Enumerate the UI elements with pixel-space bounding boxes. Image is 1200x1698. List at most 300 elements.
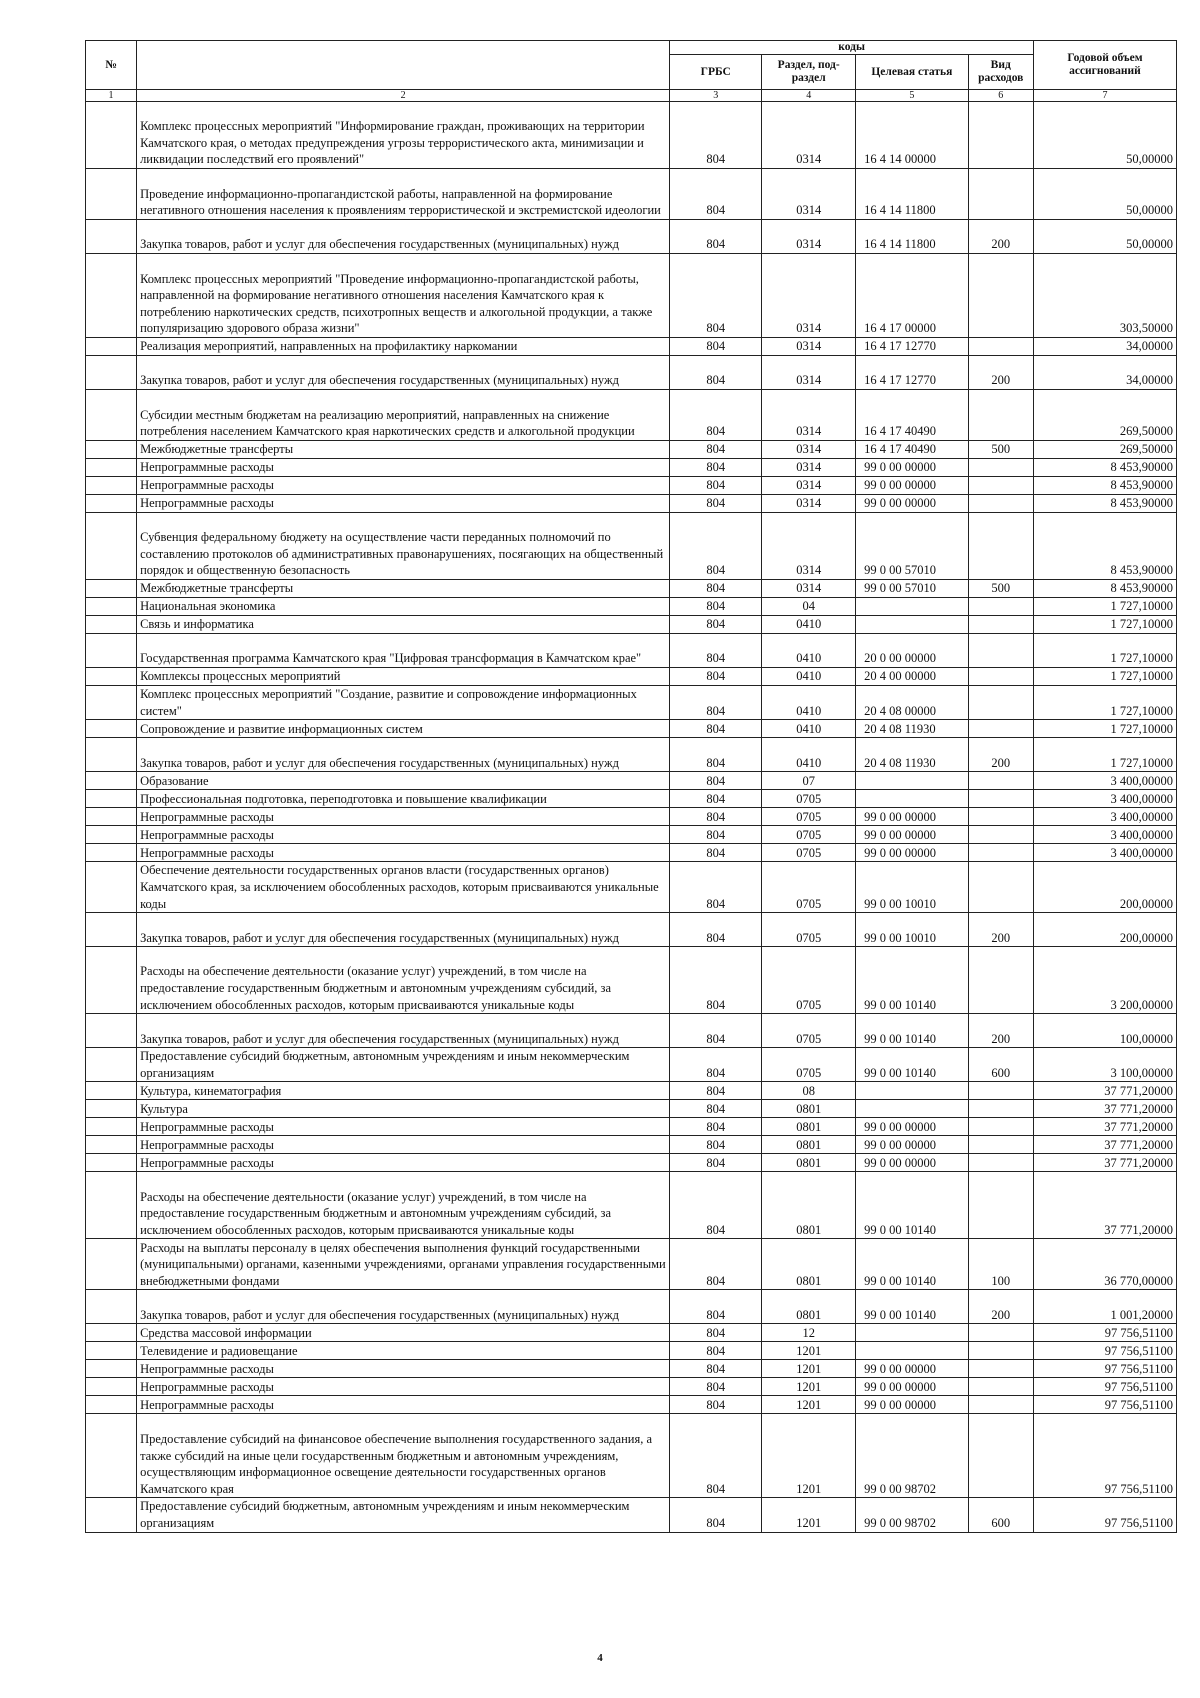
row-celevaya: 16 4 17 40490 bbox=[856, 441, 968, 459]
row-grbs: 804 bbox=[670, 668, 762, 686]
row-celevaya: 99 0 00 10140 bbox=[856, 1239, 968, 1290]
row-number-cell bbox=[86, 616, 137, 634]
row-vid: 200 bbox=[968, 356, 1033, 390]
row-number-cell bbox=[86, 1498, 137, 1532]
table-row bbox=[86, 441, 1177, 459]
row-celevaya: 20 0 00 00000 bbox=[856, 634, 968, 668]
table-row bbox=[86, 720, 1177, 738]
row-razdel: 0314 bbox=[762, 580, 856, 598]
row-razdel: 0314 bbox=[762, 220, 856, 254]
row-vid bbox=[968, 477, 1033, 495]
column-number: 4 bbox=[762, 90, 856, 102]
row-sum: 3 400,00000 bbox=[1033, 808, 1176, 826]
row-celevaya: 99 0 00 10140 bbox=[856, 1290, 968, 1324]
row-grbs: 804 bbox=[670, 1342, 762, 1360]
table-row bbox=[86, 338, 1177, 356]
row-vid bbox=[968, 634, 1033, 668]
row-celevaya: 99 0 00 00000 bbox=[856, 826, 968, 844]
row-celevaya: 20 4 08 11930 bbox=[856, 720, 968, 738]
row-name: Расходы на обеспечение деятельности (оказание услуг) учреждений, в том числе на предоставление государственным бюджетным и автономным учреждениям субсидий, за исключением обособленных расходов, которым присваиваются уникальные коды bbox=[137, 1172, 670, 1239]
row-razdel: 0705 bbox=[762, 808, 856, 826]
row-name: Средства массовой информации bbox=[137, 1324, 670, 1342]
row-number-cell bbox=[86, 1414, 137, 1498]
column-number: 5 bbox=[856, 90, 968, 102]
table-row bbox=[86, 913, 1177, 947]
row-vid bbox=[968, 1360, 1033, 1378]
row-celevaya: 99 0 00 10140 bbox=[856, 1048, 968, 1082]
row-celevaya: 99 0 00 00000 bbox=[856, 1360, 968, 1378]
row-sum: 37 771,20000 bbox=[1033, 1154, 1176, 1172]
row-grbs: 804 bbox=[670, 390, 762, 441]
row-celevaya: 99 0 00 00000 bbox=[856, 1154, 968, 1172]
row-grbs: 804 bbox=[670, 102, 762, 169]
row-celevaya bbox=[856, 1100, 968, 1118]
row-number-cell bbox=[86, 634, 137, 668]
row-razdel: 0314 bbox=[762, 441, 856, 459]
row-vid bbox=[968, 1100, 1033, 1118]
row-sum: 3 400,00000 bbox=[1033, 772, 1176, 790]
row-number-cell bbox=[86, 826, 137, 844]
row-name: Субсидии местным бюджетам на реализацию мероприятий, направленных на снижение потребления населением Камчатского края наркотических средств и алкогольной продукции bbox=[137, 390, 670, 441]
row-number-cell bbox=[86, 668, 137, 686]
row-razdel: 0314 bbox=[762, 390, 856, 441]
row-celevaya: 99 0 00 00000 bbox=[856, 495, 968, 513]
row-sum: 50,00000 bbox=[1033, 102, 1176, 169]
row-razdel: 07 bbox=[762, 772, 856, 790]
row-vid bbox=[968, 862, 1033, 913]
row-number-cell bbox=[86, 1136, 137, 1154]
row-grbs: 804 bbox=[670, 459, 762, 477]
row-number-cell bbox=[86, 844, 137, 862]
row-vid bbox=[968, 1082, 1033, 1100]
row-celevaya: 99 0 00 10010 bbox=[856, 862, 968, 913]
row-sum: 36 770,00000 bbox=[1033, 1239, 1176, 1290]
header-name bbox=[137, 41, 670, 90]
row-razdel: 0410 bbox=[762, 668, 856, 686]
table-row bbox=[86, 947, 1177, 1014]
table-row bbox=[86, 738, 1177, 772]
row-grbs: 804 bbox=[670, 477, 762, 495]
row-number-cell bbox=[86, 1014, 137, 1048]
row-razdel: 0314 bbox=[762, 102, 856, 169]
table-row bbox=[86, 1100, 1177, 1118]
row-number-cell bbox=[86, 169, 137, 220]
row-vid bbox=[968, 686, 1033, 720]
row-grbs: 804 bbox=[670, 495, 762, 513]
row-grbs: 804 bbox=[670, 808, 762, 826]
row-number-cell bbox=[86, 808, 137, 826]
row-name: Государственная программа Камчатского края "Цифровая трансформация в Камчатском крае" bbox=[137, 634, 670, 668]
budget-document bbox=[85, 40, 1177, 1533]
row-number-cell bbox=[86, 1172, 137, 1239]
row-sum: 37 771,20000 bbox=[1033, 1082, 1176, 1100]
row-razdel: 0314 bbox=[762, 477, 856, 495]
row-sum: 8 453,90000 bbox=[1033, 580, 1176, 598]
row-razdel: 1201 bbox=[762, 1414, 856, 1498]
table-row bbox=[86, 1414, 1177, 1498]
row-sum: 37 771,20000 bbox=[1033, 1100, 1176, 1118]
row-razdel: 0801 bbox=[762, 1290, 856, 1324]
row-razdel: 12 bbox=[762, 1324, 856, 1342]
row-number-cell bbox=[86, 947, 137, 1014]
row-sum: 97 756,51100 bbox=[1033, 1396, 1176, 1414]
row-vid bbox=[968, 1378, 1033, 1396]
table-row bbox=[86, 356, 1177, 390]
row-grbs: 804 bbox=[670, 1154, 762, 1172]
row-razdel: 0314 bbox=[762, 169, 856, 220]
row-sum: 37 771,20000 bbox=[1033, 1118, 1176, 1136]
row-grbs: 804 bbox=[670, 356, 762, 390]
row-grbs: 804 bbox=[670, 826, 762, 844]
row-razdel: 0314 bbox=[762, 513, 856, 580]
row-number-cell bbox=[86, 1378, 137, 1396]
header-grbs: ГРБС bbox=[670, 55, 762, 90]
row-grbs: 804 bbox=[670, 1136, 762, 1154]
table-row bbox=[86, 1172, 1177, 1239]
row-vid bbox=[968, 1118, 1033, 1136]
table-row bbox=[86, 772, 1177, 790]
row-celevaya: 16 4 14 00000 bbox=[856, 102, 968, 169]
row-name: Непрограммные расходы bbox=[137, 808, 670, 826]
row-celevaya bbox=[856, 790, 968, 808]
row-razdel: 0705 bbox=[762, 862, 856, 913]
row-vid bbox=[968, 1342, 1033, 1360]
row-vid: 600 bbox=[968, 1498, 1033, 1532]
row-celevaya: 99 0 00 00000 bbox=[856, 844, 968, 862]
row-number-cell bbox=[86, 102, 137, 169]
row-vid: 200 bbox=[968, 913, 1033, 947]
row-sum: 3 200,00000 bbox=[1033, 947, 1176, 1014]
row-razdel: 0410 bbox=[762, 720, 856, 738]
row-vid: 200 bbox=[968, 220, 1033, 254]
row-name: Телевидение и радиовещание bbox=[137, 1342, 670, 1360]
row-vid bbox=[968, 1154, 1033, 1172]
row-celevaya bbox=[856, 1082, 968, 1100]
row-number-cell bbox=[86, 1290, 137, 1324]
row-razdel: 0705 bbox=[762, 1014, 856, 1048]
row-name: Межбюджетные трансферты bbox=[137, 580, 670, 598]
header-codes: коды bbox=[670, 41, 1034, 55]
column-number: 1 bbox=[86, 90, 137, 102]
budget-table bbox=[85, 40, 1177, 1533]
row-celevaya: 16 4 17 00000 bbox=[856, 254, 968, 338]
row-number-cell bbox=[86, 338, 137, 356]
row-celevaya: 99 0 00 98702 bbox=[856, 1414, 968, 1498]
row-name: Профессиональная подготовка, переподготовка и повышение квалификации bbox=[137, 790, 670, 808]
row-name: Предоставление субсидий бюджетным, автономным учреждениям и иным некоммерческим организациям bbox=[137, 1048, 670, 1082]
row-sum: 269,50000 bbox=[1033, 390, 1176, 441]
row-number-cell bbox=[86, 772, 137, 790]
row-celevaya: 16 4 17 12770 bbox=[856, 356, 968, 390]
row-vid bbox=[968, 1396, 1033, 1414]
row-grbs: 804 bbox=[670, 862, 762, 913]
row-number-cell bbox=[86, 738, 137, 772]
row-celevaya bbox=[856, 772, 968, 790]
row-grbs: 804 bbox=[670, 1324, 762, 1342]
row-grbs: 804 bbox=[670, 1360, 762, 1378]
row-sum: 37 771,20000 bbox=[1033, 1172, 1176, 1239]
row-vid: 500 bbox=[968, 580, 1033, 598]
table-row bbox=[86, 102, 1177, 169]
row-name: Закупка товаров, работ и услуг для обеспечения государственных (муниципальных) нужд bbox=[137, 738, 670, 772]
row-grbs: 804 bbox=[670, 686, 762, 720]
row-grbs: 804 bbox=[670, 844, 762, 862]
row-vid bbox=[968, 826, 1033, 844]
table-row bbox=[86, 826, 1177, 844]
row-number-cell bbox=[86, 390, 137, 441]
row-grbs: 804 bbox=[670, 1014, 762, 1048]
table-row bbox=[86, 668, 1177, 686]
row-number-cell bbox=[86, 356, 137, 390]
row-name: Проведение информационно-пропагандистской работы, направленной на формирование негативного отношения населения к проявлениям террористической и экстремистской идеологии bbox=[137, 169, 670, 220]
row-grbs: 804 bbox=[670, 580, 762, 598]
row-razdel: 0410 bbox=[762, 738, 856, 772]
row-name: Субвенция федеральному бюджету на осуществление части переданных полномочий по составлению протоколов об административных правонарушениях, посягающих на общественный порядок и общественную безопасность bbox=[137, 513, 670, 580]
table-row bbox=[86, 1082, 1177, 1100]
row-name: Расходы на обеспечение деятельности (оказание услуг) учреждений, в том числе на предоставление государственным бюджетным и автономным учреждениям субсидий, за исключением обособленных расходов, которым присваиваются уникальные коды bbox=[137, 947, 670, 1014]
table-row bbox=[86, 580, 1177, 598]
row-razdel: 1201 bbox=[762, 1396, 856, 1414]
row-number-cell bbox=[86, 686, 137, 720]
row-razdel: 0801 bbox=[762, 1172, 856, 1239]
table-row bbox=[86, 1342, 1177, 1360]
page-number: 4 bbox=[597, 1652, 603, 1664]
row-name: Сопровождение и развитие информационных систем bbox=[137, 720, 670, 738]
row-razdel: 1201 bbox=[762, 1378, 856, 1396]
row-grbs: 804 bbox=[670, 616, 762, 634]
row-razdel: 0801 bbox=[762, 1154, 856, 1172]
row-sum: 3 400,00000 bbox=[1033, 844, 1176, 862]
row-name: Культура, кинематография bbox=[137, 1082, 670, 1100]
table-row bbox=[86, 1154, 1177, 1172]
row-razdel: 08 bbox=[762, 1082, 856, 1100]
row-number-cell bbox=[86, 1100, 137, 1118]
row-name: Межбюджетные трансферты bbox=[137, 441, 670, 459]
table-row bbox=[86, 616, 1177, 634]
row-grbs: 804 bbox=[670, 513, 762, 580]
row-razdel: 0705 bbox=[762, 844, 856, 862]
row-vid bbox=[968, 1136, 1033, 1154]
row-name: Непрограммные расходы bbox=[137, 1118, 670, 1136]
row-number-cell bbox=[86, 1154, 137, 1172]
row-celevaya: 99 0 00 57010 bbox=[856, 580, 968, 598]
row-razdel: 0410 bbox=[762, 686, 856, 720]
row-sum: 8 453,90000 bbox=[1033, 477, 1176, 495]
row-sum: 3 400,00000 bbox=[1033, 826, 1176, 844]
row-celevaya: 99 0 00 98702 bbox=[856, 1498, 968, 1532]
row-sum: 1 727,10000 bbox=[1033, 616, 1176, 634]
row-grbs: 804 bbox=[670, 1118, 762, 1136]
table-row bbox=[86, 254, 1177, 338]
row-name: Связь и информатика bbox=[137, 616, 670, 634]
row-sum: 1 727,10000 bbox=[1033, 668, 1176, 686]
row-razdel: 0314 bbox=[762, 338, 856, 356]
row-number-cell bbox=[86, 720, 137, 738]
row-razdel: 0705 bbox=[762, 1048, 856, 1082]
table-row bbox=[86, 1118, 1177, 1136]
row-name: Непрограммные расходы bbox=[137, 844, 670, 862]
row-celevaya: 99 0 00 10140 bbox=[856, 1014, 968, 1048]
table-row bbox=[86, 1239, 1177, 1290]
row-razdel: 0705 bbox=[762, 790, 856, 808]
row-sum: 97 756,51100 bbox=[1033, 1378, 1176, 1396]
row-grbs: 804 bbox=[670, 947, 762, 1014]
row-vid bbox=[968, 772, 1033, 790]
row-sum: 3 100,00000 bbox=[1033, 1048, 1176, 1082]
table-row bbox=[86, 1378, 1177, 1396]
table-row bbox=[86, 1048, 1177, 1082]
table-row bbox=[86, 844, 1177, 862]
column-number: 3 bbox=[670, 90, 762, 102]
table-row bbox=[86, 598, 1177, 616]
row-celevaya: 99 0 00 00000 bbox=[856, 1378, 968, 1396]
row-celevaya: 20 4 00 00000 bbox=[856, 668, 968, 686]
table-row bbox=[86, 513, 1177, 580]
row-sum: 8 453,90000 bbox=[1033, 459, 1176, 477]
row-name: Непрограммные расходы bbox=[137, 477, 670, 495]
row-grbs: 804 bbox=[670, 338, 762, 356]
row-name: Непрограммные расходы bbox=[137, 1154, 670, 1172]
row-number-cell bbox=[86, 1118, 137, 1136]
row-vid: 500 bbox=[968, 441, 1033, 459]
row-number-cell bbox=[86, 790, 137, 808]
row-grbs: 804 bbox=[670, 1100, 762, 1118]
row-name: Непрограммные расходы bbox=[137, 826, 670, 844]
row-grbs: 804 bbox=[670, 169, 762, 220]
row-grbs: 804 bbox=[670, 220, 762, 254]
row-celevaya bbox=[856, 598, 968, 616]
row-vid bbox=[968, 1414, 1033, 1498]
table-row bbox=[86, 477, 1177, 495]
row-vid: 200 bbox=[968, 1014, 1033, 1048]
row-number-cell bbox=[86, 1324, 137, 1342]
row-sum: 200,00000 bbox=[1033, 862, 1176, 913]
row-name: Непрограммные расходы bbox=[137, 1396, 670, 1414]
row-name: Непрограммные расходы bbox=[137, 1136, 670, 1154]
row-razdel: 0801 bbox=[762, 1136, 856, 1154]
row-grbs: 804 bbox=[670, 1082, 762, 1100]
table-row bbox=[86, 220, 1177, 254]
row-name: Закупка товаров, работ и услуг для обеспечения государственных (муниципальных) нужд bbox=[137, 1290, 670, 1324]
row-celevaya: 16 4 17 40490 bbox=[856, 390, 968, 441]
row-number-cell bbox=[86, 441, 137, 459]
row-name: Комплекс процессных мероприятий "Информирование граждан, проживающих на территории Камчатского края, о методах предупреждения угрозы террористического акта, минимизации и ликвидации последствий его проявлений" bbox=[137, 102, 670, 169]
row-grbs: 804 bbox=[670, 598, 762, 616]
table-body bbox=[86, 102, 1177, 1533]
row-vid bbox=[968, 844, 1033, 862]
row-vid bbox=[968, 338, 1033, 356]
row-sum: 1 727,10000 bbox=[1033, 686, 1176, 720]
row-name: Национальная экономика bbox=[137, 598, 670, 616]
row-number-cell bbox=[86, 862, 137, 913]
row-name: Непрограммные расходы bbox=[137, 1360, 670, 1378]
row-sum: 37 771,20000 bbox=[1033, 1136, 1176, 1154]
row-sum: 8 453,90000 bbox=[1033, 495, 1176, 513]
row-celevaya: 99 0 00 57010 bbox=[856, 513, 968, 580]
row-celevaya: 99 0 00 00000 bbox=[856, 808, 968, 826]
row-vid bbox=[968, 668, 1033, 686]
row-vid bbox=[968, 102, 1033, 169]
row-vid bbox=[968, 616, 1033, 634]
row-grbs: 804 bbox=[670, 1239, 762, 1290]
row-razdel: 1201 bbox=[762, 1498, 856, 1532]
row-name: Закупка товаров, работ и услуг для обеспечения государственных (муниципальных) нужд bbox=[137, 913, 670, 947]
row-grbs: 804 bbox=[670, 634, 762, 668]
table-row bbox=[86, 459, 1177, 477]
row-number-cell bbox=[86, 254, 137, 338]
row-razdel: 1201 bbox=[762, 1360, 856, 1378]
row-sum: 3 400,00000 bbox=[1033, 790, 1176, 808]
row-celevaya: 99 0 00 10140 bbox=[856, 1172, 968, 1239]
row-sum: 97 756,51100 bbox=[1033, 1342, 1176, 1360]
row-vid: 200 bbox=[968, 1290, 1033, 1324]
row-razdel: 0801 bbox=[762, 1118, 856, 1136]
row-razdel: 0410 bbox=[762, 616, 856, 634]
row-vid bbox=[968, 720, 1033, 738]
header-sum: Годовой объем ассигнований bbox=[1033, 41, 1176, 90]
row-celevaya: 99 0 00 00000 bbox=[856, 477, 968, 495]
row-celevaya: 99 0 00 00000 bbox=[856, 459, 968, 477]
row-vid: 600 bbox=[968, 1048, 1033, 1082]
row-celevaya bbox=[856, 1324, 968, 1342]
row-sum: 1 727,10000 bbox=[1033, 738, 1176, 772]
table-row bbox=[86, 1136, 1177, 1154]
row-grbs: 804 bbox=[670, 1048, 762, 1082]
row-name: Предоставление субсидий бюджетным, автономным учреждениям и иным некоммерческим организациям bbox=[137, 1498, 670, 1532]
table-row bbox=[86, 390, 1177, 441]
row-grbs: 804 bbox=[670, 1378, 762, 1396]
column-number: 7 bbox=[1033, 90, 1176, 102]
row-number-cell bbox=[86, 580, 137, 598]
row-grbs: 804 bbox=[670, 254, 762, 338]
row-grbs: 804 bbox=[670, 441, 762, 459]
table-row bbox=[86, 862, 1177, 913]
row-name: Обеспечение деятельности государственных органов власти (государственных органов) Камчатского края, за исключением обособленных расходов, которым присваиваются уникальные коды bbox=[137, 862, 670, 913]
header-vid: Вид расходов bbox=[968, 55, 1033, 90]
row-celevaya: 16 4 14 11800 bbox=[856, 169, 968, 220]
row-celevaya: 20 4 08 11930 bbox=[856, 738, 968, 772]
row-number-cell bbox=[86, 598, 137, 616]
table-row bbox=[86, 1498, 1177, 1532]
row-vid bbox=[968, 808, 1033, 826]
row-number-cell bbox=[86, 1048, 137, 1082]
row-razdel: 0801 bbox=[762, 1239, 856, 1290]
table-row bbox=[86, 1324, 1177, 1342]
row-sum: 34,00000 bbox=[1033, 338, 1176, 356]
row-razdel: 0410 bbox=[762, 634, 856, 668]
row-celevaya: 99 0 00 10140 bbox=[856, 947, 968, 1014]
row-name: Культура bbox=[137, 1100, 670, 1118]
row-sum: 97 756,51100 bbox=[1033, 1498, 1176, 1532]
row-celevaya: 99 0 00 10010 bbox=[856, 913, 968, 947]
row-razdel: 1201 bbox=[762, 1342, 856, 1360]
table-row bbox=[86, 1360, 1177, 1378]
row-number-cell bbox=[86, 1342, 137, 1360]
row-name: Закупка товаров, работ и услуг для обеспечения государственных (муниципальных) нужд bbox=[137, 220, 670, 254]
row-sum: 303,50000 bbox=[1033, 254, 1176, 338]
row-sum: 269,50000 bbox=[1033, 441, 1176, 459]
column-numbers-row bbox=[86, 90, 1177, 102]
table-row bbox=[86, 790, 1177, 808]
row-sum: 1 727,10000 bbox=[1033, 720, 1176, 738]
row-celevaya: 99 0 00 00000 bbox=[856, 1136, 968, 1154]
row-razdel: 0314 bbox=[762, 495, 856, 513]
row-grbs: 804 bbox=[670, 1396, 762, 1414]
row-number-cell bbox=[86, 1239, 137, 1290]
table-row bbox=[86, 169, 1177, 220]
header-razdel: Раздел, под-раздел bbox=[762, 55, 856, 90]
row-number-cell bbox=[86, 220, 137, 254]
